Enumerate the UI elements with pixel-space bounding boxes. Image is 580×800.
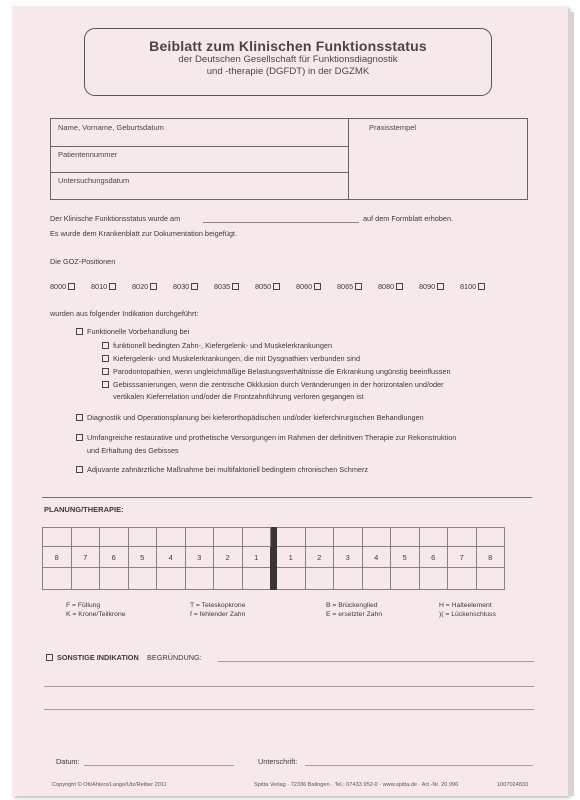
tooth-number: 1 <box>242 547 271 568</box>
checkbox[interactable] <box>76 434 83 441</box>
tooth-number: 2 <box>214 547 243 568</box>
chart-cell[interactable] <box>71 568 100 590</box>
tooth-number: 5 <box>128 547 157 568</box>
legend-t: T = Teleskopkrone <box>190 602 246 609</box>
chart-cell[interactable] <box>362 528 391 547</box>
planning-heading: PLANUNG/THERAPIE: <box>44 505 124 514</box>
checkbox[interactable] <box>76 466 83 473</box>
chart-cell[interactable] <box>476 568 505 590</box>
subtitle-line-1: der Deutschen Gesellschaft für Funktionsdiagnostik <box>178 54 398 65</box>
chart-cell[interactable] <box>305 568 334 590</box>
checkbox[interactable] <box>102 381 109 388</box>
chart-cell[interactable] <box>277 568 306 590</box>
checkbox[interactable] <box>76 328 83 335</box>
goz-8080[interactable]: 8080 <box>378 282 403 291</box>
goz-8050[interactable]: 8050 <box>255 282 280 291</box>
goz-8100[interactable]: 8100 <box>460 282 485 291</box>
chart-cell[interactable] <box>43 528 72 547</box>
intro-line-2: Es wurde dem Krankenblatt zur Dokumentation beigefügt. <box>50 229 237 238</box>
tooth-number: 7 <box>448 547 477 568</box>
chart-cell[interactable] <box>476 528 505 547</box>
sub-item-4-cont: vertikalen Kieferrelation und/oder die Frontzahnführung verloren gegangen ist <box>113 392 364 401</box>
reason-line[interactable] <box>218 661 534 662</box>
intro-line-1-start: Der Klinische Funktionsstatus wurde am <box>50 214 181 223</box>
chart-cell[interactable] <box>128 568 157 590</box>
tooth-number: 7 <box>71 547 100 568</box>
chart-cell[interactable] <box>277 528 306 547</box>
reason-label: BEGRÜNDUNG: <box>147 653 202 662</box>
checkbox[interactable] <box>102 342 109 349</box>
chart-cell[interactable] <box>448 568 477 590</box>
chart-cell[interactable] <box>305 528 334 547</box>
goz-8060[interactable]: 8060 <box>296 282 321 291</box>
chart-cell[interactable] <box>419 568 448 590</box>
legend-f: F = Füllung <box>66 602 101 609</box>
indication-item-3-cont: und Erhaltung des Gebisses <box>87 446 179 455</box>
chart-cell[interactable] <box>214 568 243 590</box>
chart-cell[interactable] <box>334 568 363 590</box>
goz-8000[interactable]: 8000 <box>50 282 75 291</box>
publisher-info: Spitta Verlag · 72336 Balingen · Tel.: 07433 952-0 · www.spitta.de · Art.-Nr. 20 996 <box>254 782 459 788</box>
title-box <box>84 28 492 96</box>
tooth-number: 6 <box>100 547 129 568</box>
page-title: Beiblatt zum Klinischen Funktionsstatus <box>149 38 427 54</box>
sub-item-3[interactable]: Parodontopathien, wenn ungleichmäßige Belastungsverhältnisse die Erkrankung ungünstig beeinflussen <box>102 367 451 376</box>
date-label: Datum: <box>56 757 80 766</box>
checkbox[interactable] <box>102 355 109 362</box>
chart-cell[interactable] <box>157 528 186 547</box>
legend-b: B = Brückenglied <box>326 602 378 609</box>
chart-cell[interactable] <box>185 528 214 547</box>
chart-cell[interactable] <box>100 568 129 590</box>
tooth-number: 6 <box>419 547 448 568</box>
tooth-number: 8 <box>476 547 505 568</box>
indication-lead: wurden aus folgender Indikation durchgeführt: <box>50 309 199 318</box>
checkbox[interactable] <box>76 414 83 421</box>
chart-cell[interactable] <box>391 528 420 547</box>
chart-cell[interactable] <box>185 568 214 590</box>
name-field[interactable]: Name, Vorname, Geburtsdatum <box>58 123 164 132</box>
chart-cell[interactable] <box>448 528 477 547</box>
tooth-number: 1 <box>277 547 306 568</box>
sub-item-4[interactable]: Gebisssanierungen, wenn die zentrische Okklusion durch Veränderungen in der horizontalen und/oder <box>102 380 444 389</box>
reason-line[interactable] <box>44 686 534 687</box>
indication-item-3[interactable]: Umfangreiche restaurative und prothetische Versorgungen im Rahmen der definitiven Therapie zur Rekonstruktion <box>76 433 456 442</box>
date-line[interactable] <box>84 765 234 766</box>
chart-cell[interactable] <box>100 528 129 547</box>
chart-cell[interactable] <box>242 528 271 547</box>
tooth-number: 2 <box>305 547 334 568</box>
goz-8030[interactable]: 8030 <box>173 282 198 291</box>
goz-8010[interactable]: 8010 <box>91 282 116 291</box>
chart-cell[interactable] <box>214 528 243 547</box>
tooth-number: 3 <box>334 547 363 568</box>
exam-date-field[interactable]: Untersuchungsdatum <box>58 176 130 185</box>
legend-h: H = Halteelement <box>439 602 492 609</box>
other-indication-checkbox[interactable]: SONSTIGE INDIKATION <box>46 653 139 662</box>
chart-cell[interactable] <box>71 528 100 547</box>
tooth-chart <box>42 527 505 590</box>
signature-label: Unterschrift: <box>258 757 298 766</box>
goz-8035[interactable]: 8035 <box>214 282 239 291</box>
goz-8020[interactable]: 8020 <box>132 282 157 291</box>
article-code: 1007024833 <box>497 782 529 788</box>
subtitle-line-2: und -therapie (DGFDT) in der DGZMK <box>206 66 370 77</box>
legend-gap: )( = Lückenschluss <box>439 611 496 618</box>
signature-line[interactable] <box>305 765 533 766</box>
tooth-number: 8 <box>43 547 72 568</box>
chart-cell[interactable] <box>128 528 157 547</box>
sub-item-2[interactable]: Kiefergelenk- und Muskelerkrankungen, die mit Dysgnathien verbunden sind <box>102 354 360 363</box>
legend-k: K = Krone/Teilkrone <box>66 611 126 618</box>
chart-cell[interactable] <box>362 568 391 590</box>
practice-stamp-field[interactable]: Praxisstempel <box>369 123 417 132</box>
copyright: Copyright © Ott/Ahlers/Lange/Utz/Reiber 2011 <box>52 782 167 788</box>
tooth-number: 4 <box>157 547 186 568</box>
section-divider <box>42 497 532 498</box>
checkbox[interactable] <box>102 368 109 375</box>
intro-line-1-end: auf dem Formblatt erhoben. <box>363 214 454 223</box>
chart-cell[interactable] <box>391 568 420 590</box>
indication-item-4[interactable]: Adjuvante zahnärztliche Maßnahme bei multifaktoriell bedingtem chronischen Schmerz <box>76 465 368 474</box>
goz-codes <box>50 282 530 294</box>
tooth-number: 4 <box>362 547 391 568</box>
reason-line[interactable] <box>44 709 534 710</box>
goz-8090[interactable]: 8090 <box>419 282 444 291</box>
exam-date-blank[interactable] <box>203 222 359 223</box>
sub-item-1[interactable]: funktionell bedingten Zahn-, Kiefergelenk- und Muskelerkrankungen <box>102 341 332 350</box>
legend-fz: f = fehlender Zahn <box>190 611 246 618</box>
tooth-number: 5 <box>391 547 420 568</box>
chart-cell[interactable] <box>334 528 363 547</box>
patient-number-field[interactable]: Patientennummer <box>58 150 118 159</box>
paper-edge <box>568 12 574 796</box>
tooth-number: 3 <box>185 547 214 568</box>
indication-item-2[interactable]: Diagnostik und Operationsplanung bei kieferorthopädischen und/oder kieferchirurgischen Behandlungen <box>76 413 424 422</box>
goz-label: Die GOZ-Positionen <box>50 257 116 266</box>
chart-cell[interactable] <box>157 568 186 590</box>
goz-8065[interactable]: 8065 <box>337 282 362 291</box>
chart-cell[interactable] <box>242 568 271 590</box>
chart-cell[interactable] <box>43 568 72 590</box>
chart-cell[interactable] <box>419 528 448 547</box>
indication-item-1[interactable]: Funktionelle Vorbehandlung bei <box>76 327 189 336</box>
patient-info-box <box>50 118 528 200</box>
legend-e: E = ersetzter Zahn <box>326 611 383 618</box>
